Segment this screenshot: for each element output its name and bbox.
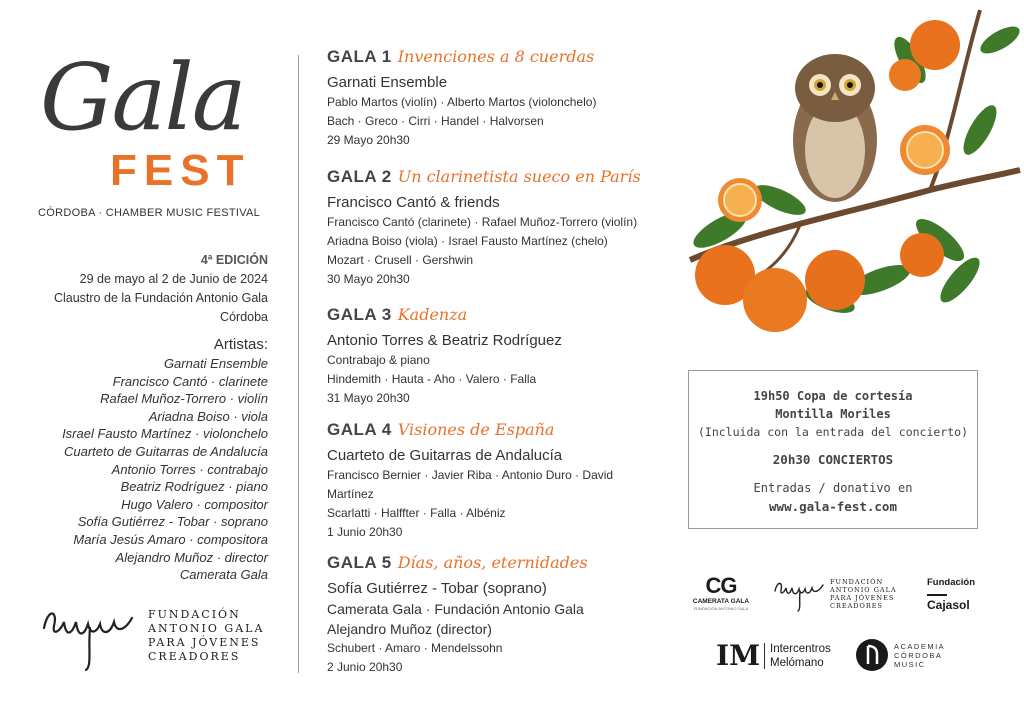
concert-time: 20h30 CONCIERTOS (772, 452, 894, 467)
gala-number: GALA 2 (327, 167, 392, 186)
gala-title: Días, años, eternidades (397, 553, 588, 572)
owl-icon (793, 54, 877, 202)
signature-icon (773, 575, 827, 613)
gala-line: Pablo Martos (violín) · Alberto Martos (violonchelo) (327, 95, 597, 109)
gala-title: Visiones de España (397, 420, 555, 439)
artist-item: María Jesús Amaro · compositora (73, 531, 268, 547)
gala-3 (327, 305, 677, 408)
reception-time: 19h50 Copa de cortesía (753, 389, 913, 403)
foundation-line: FUNDACIÓN (830, 578, 884, 586)
artist-item: Beatriz Rodríguez · piano (120, 479, 268, 495)
gala-number: GALA 1 (327, 47, 392, 66)
gala-number: GALA 4 (327, 420, 392, 439)
gala-line: Francisco Bernier · Javier Riba · Antonio Duro · David Martínez (327, 468, 614, 501)
logo-fest: FEST (110, 146, 251, 195)
artist-item: Hugo Valero · compositor (121, 496, 268, 512)
gala-line: Francisco Cantó (clarinete) · Rafael Muñoz-Torrero (violín) (327, 215, 638, 229)
artist-item: Cuarteto de Guitarras de Andalucía (63, 443, 268, 459)
festival-dates: 29 de mayo al 2 de Junio de 2024 (79, 272, 268, 286)
artist-item: Sofía Gutiérrez - Tobar · soprano (77, 514, 268, 530)
gala-program (327, 0, 677, 723)
gala-date: 31 Mayo 20h30 (327, 391, 410, 405)
artist-item: Rafael Muñoz-Torrero · violín (100, 391, 268, 407)
foundation-line: CREADORES (830, 602, 883, 610)
academia-logo (894, 642, 945, 669)
gala-line: Alejandro Muñoz (director) (327, 621, 492, 637)
gala-line: Camerata Gala · Fundación Antonio Gala (327, 601, 584, 617)
im-separator (764, 643, 765, 669)
website-link[interactable]: www.gala-fest.com (769, 499, 897, 514)
gala-1 (327, 47, 677, 150)
festival-subtitle: CÓRDOBA · CHAMBER MUSIC FESTIVAL (38, 207, 261, 219)
artist-item: Alejandro Muñoz · director (115, 549, 268, 565)
camerata-name: CAMERATA GALA (692, 598, 750, 605)
intercentros-line2: Melómano (770, 657, 824, 669)
reception-wine: Montilla Moriles (775, 407, 891, 421)
artist-item: Israel Fausto Martínez · violonchelo (62, 426, 268, 442)
artist-item: Camerata Gala (179, 567, 268, 583)
edition: 4ª EDICIÓN (200, 253, 268, 267)
cajasol-logo (927, 577, 987, 612)
signature-icon (40, 598, 140, 673)
foundation-line: ANTONIO GALA (830, 586, 897, 594)
gala-date: 29 Mayo 20h30 (327, 133, 410, 147)
academia-line: CÓRDOBA (894, 651, 943, 660)
festival-city: Córdoba (220, 310, 268, 324)
gala-line: Schubert · Amaro · Mendelssohn (327, 641, 503, 655)
gala-number: GALA 5 (327, 553, 392, 572)
academia-line: MUSIC (894, 660, 926, 669)
foundation-line: PARA JÓVENES (830, 594, 895, 602)
gala-line: Scarlatti · Halffter · Falla · Albéniz (327, 506, 506, 520)
intercentros-logo (770, 642, 831, 670)
foundation-small-logo (830, 578, 897, 610)
gala-line: Mozart · Crusell · Gershwin (327, 253, 474, 267)
owl-oranges-illustration (680, 0, 1024, 345)
camerata-gala-logo (688, 574, 754, 611)
intercentros-line1: Intercentros (770, 643, 831, 655)
left-column (0, 0, 290, 723)
cg-mark: CG (705, 573, 737, 598)
foundation-line: ANTONIO GALA (148, 622, 265, 635)
gala-ensemble: Sofía Gutiérrez - Tobar (soprano) (327, 580, 547, 597)
logo-gala-script: Gala (40, 44, 245, 151)
reception-note: (Incluida con la entrada del concierto) (697, 425, 969, 439)
gala-title: Kadenza (397, 305, 468, 324)
column-divider (298, 55, 299, 673)
gala-title: Un clarinetista sueco en París (397, 167, 641, 186)
tickets-label: Entradas / donativo en (753, 481, 913, 495)
festival-venue: Claustro de la Fundación Antonio Gala (53, 291, 268, 305)
gala-date: 1 Junio 20h30 (327, 525, 403, 539)
im-mark: IM (716, 639, 761, 672)
gala-line: Bach · Greco · Cirri · Handel · Halvorsen (327, 114, 544, 128)
gala-line: Ariadna Boiso (viola) · Israel Fausto Martínez (chelo) (327, 234, 608, 248)
foundation-logo (40, 598, 280, 673)
cajasol-top: Fundación (927, 577, 976, 588)
cajasol-name: Cajasol (927, 598, 970, 612)
gala-ensemble: Francisco Cantó & friends (327, 194, 500, 211)
festival-info (8, 251, 268, 327)
foundation-line: FUNDACIÓN (148, 608, 241, 621)
gala-ensemble: Garnati Ensemble (327, 74, 448, 91)
info-box (688, 370, 978, 529)
gala-date: 30 Mayo 20h30 (327, 272, 410, 286)
artists-list (0, 335, 268, 584)
cajasol-bar (927, 594, 947, 596)
camerata-sub: FUNDACIÓN ANTONIO GALA (693, 606, 749, 611)
artist-item: Antonio Torres · contrabajo (111, 461, 268, 477)
artist-item: Francisco Cantó · clarinete (112, 373, 268, 389)
gala-ensemble: Cuarteto de Guitarras de Andalucía (327, 447, 563, 464)
foundation-line: CREADORES (148, 650, 241, 663)
academia-line: ACADEMIA (894, 642, 946, 651)
gala-number: GALA 3 (327, 305, 392, 324)
gala-line: Contrabajo & piano (327, 353, 430, 367)
gala-line: Hindemith · Hauta - Aho · Valero · Falla (327, 372, 537, 386)
foundation-line: PARA JÓVENES (148, 636, 261, 649)
gala-2 (327, 167, 677, 289)
gala-title: Invenciones a 8 cuerdas (397, 47, 595, 66)
artists-heading: Artistas: (213, 336, 268, 353)
artist-item: Garnati Ensemble (163, 356, 268, 371)
academia-icon (855, 638, 889, 672)
artist-item: Ariadna Boiso · viola (148, 408, 268, 424)
gala-date: 2 Junio 20h30 (327, 660, 403, 674)
gala-5 (327, 553, 677, 677)
gala-ensemble: Antonio Torres & Beatriz Rodríguez (327, 332, 562, 349)
gala-4 (327, 420, 677, 542)
